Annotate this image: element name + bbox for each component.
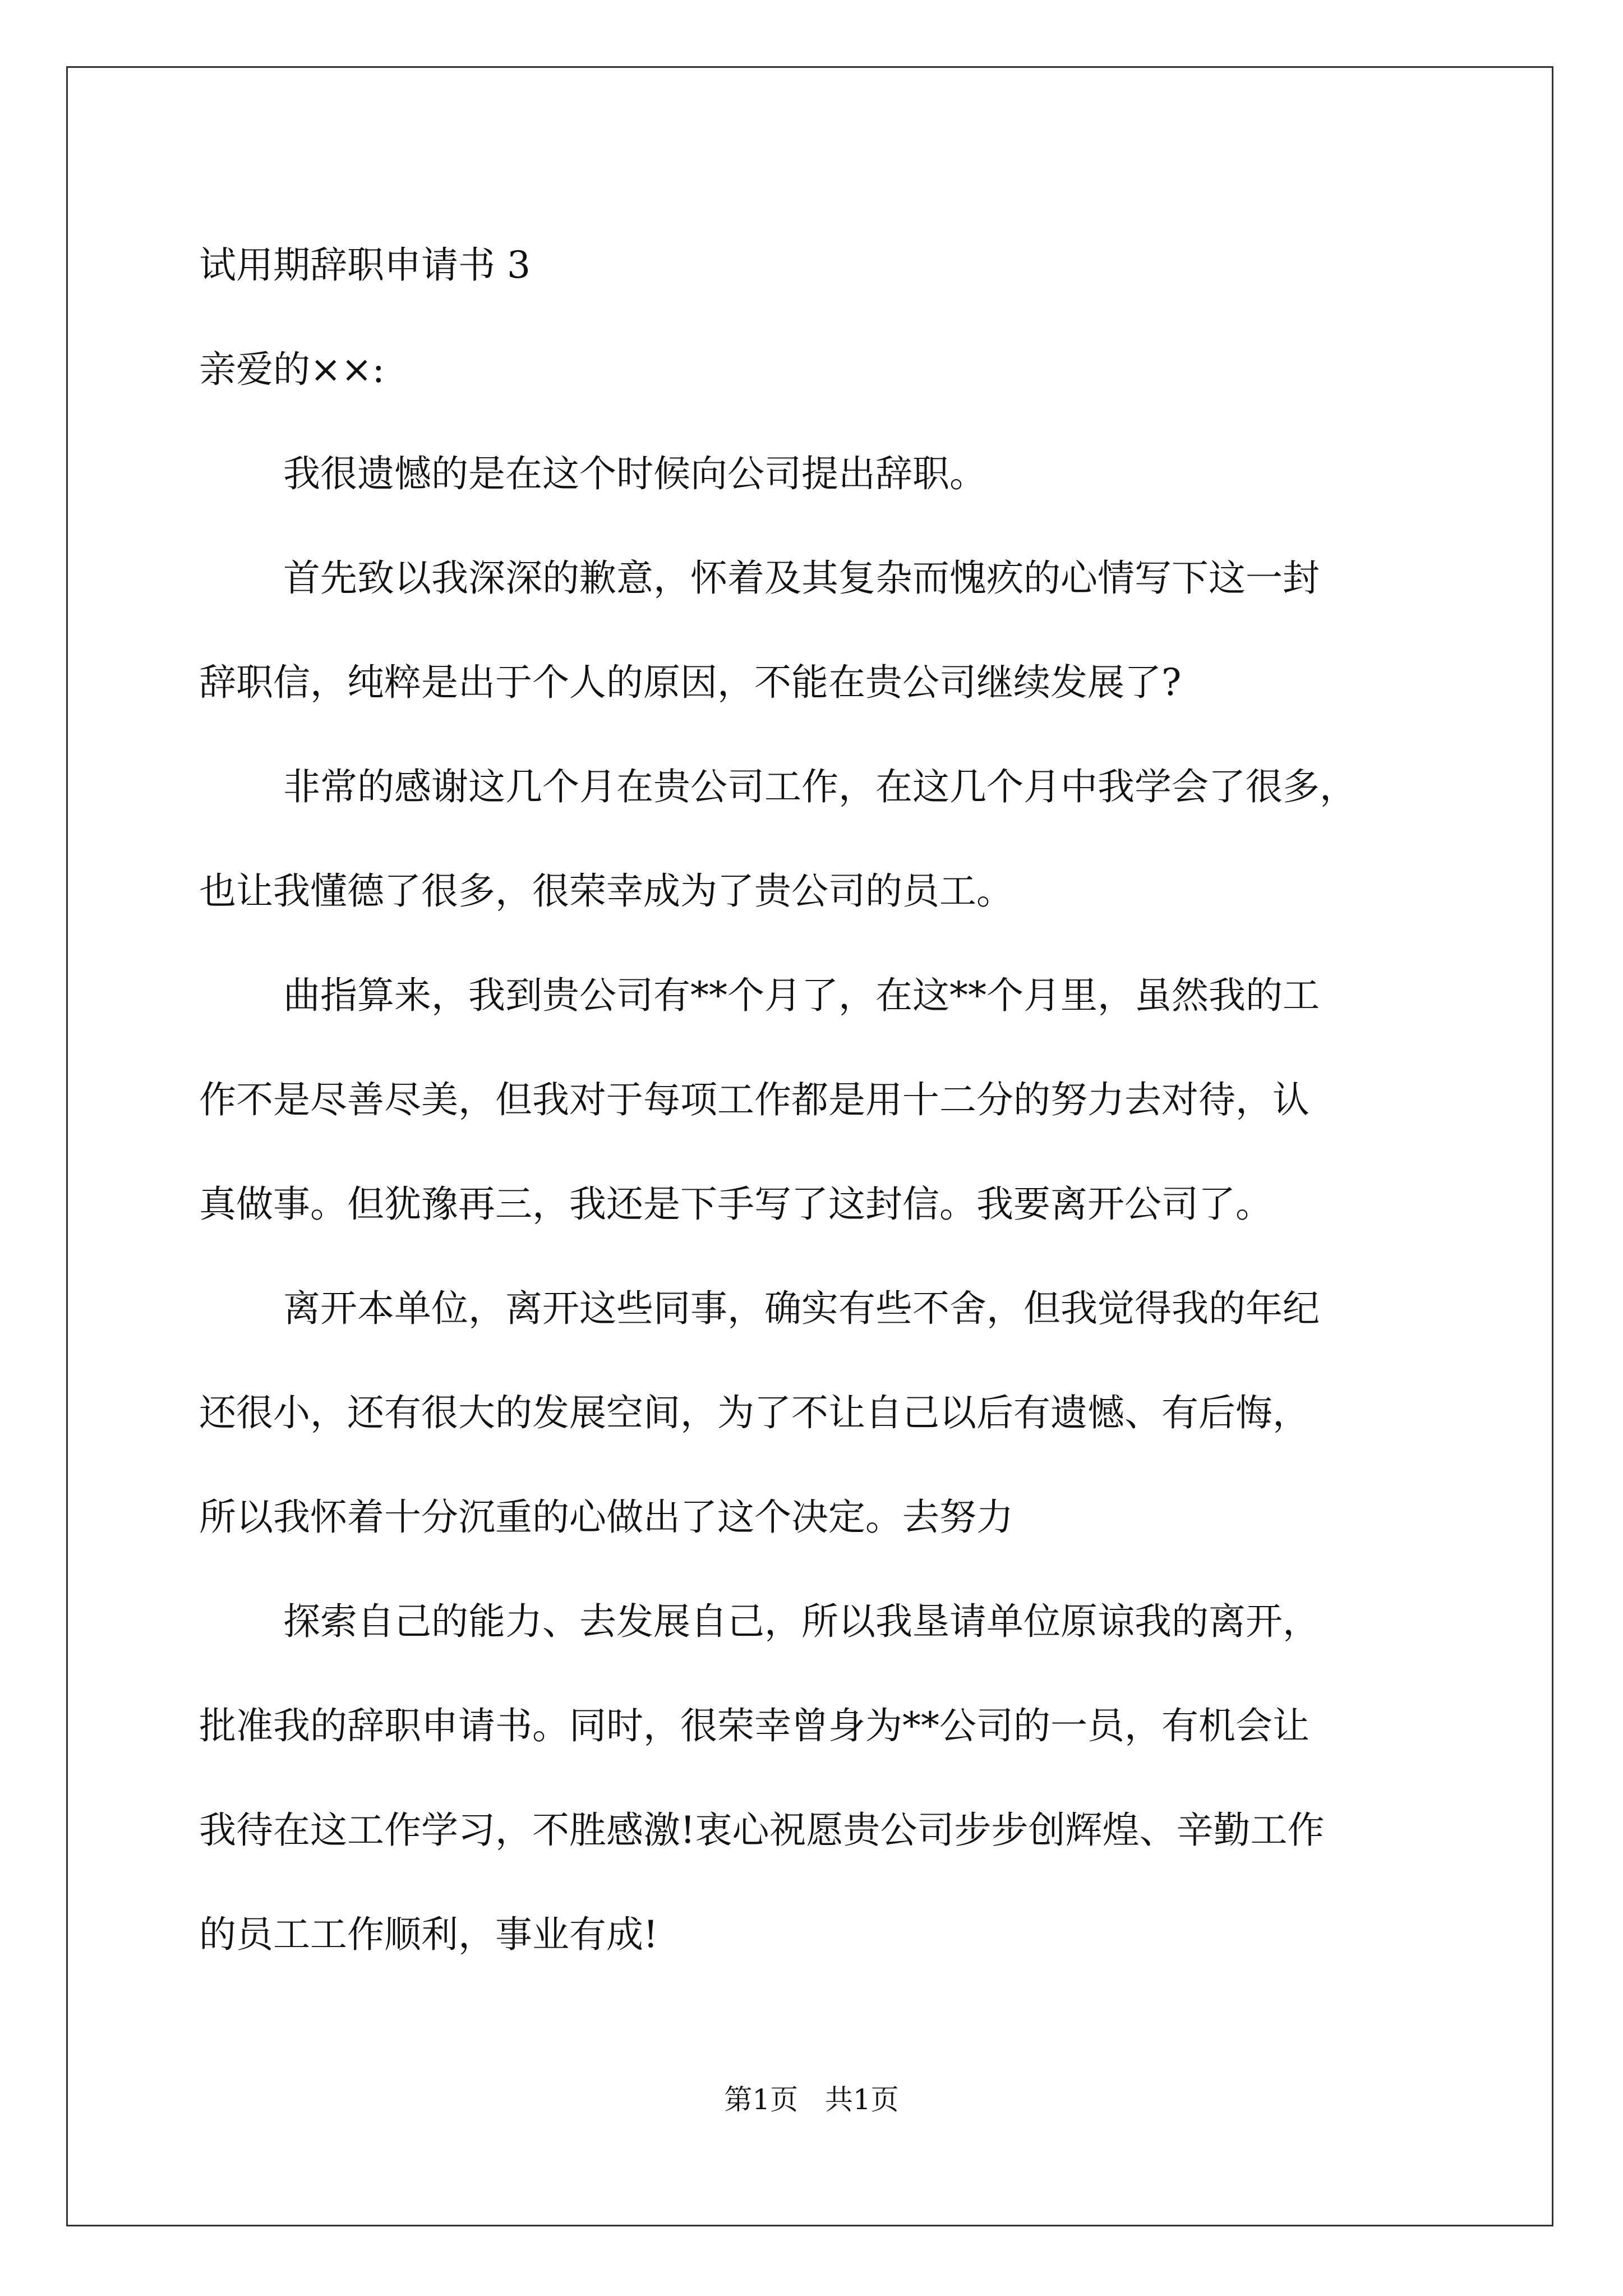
body-line: 我很遗憾的是在这个时候向公司提出辞职。 [283, 452, 986, 495]
body-line: 非常的感谢这几个月在贵公司工作，在这几个月中我学会了很多， [283, 765, 1357, 808]
salutation: 亲爱的××: [199, 348, 385, 391]
page-number: 第1页 共1页 [724, 2083, 899, 2116]
body-line: 真做事。但犹豫再三，我还是下手写了这封信。我要离开公司了。 [199, 1182, 1272, 1226]
body-line: 我待在这工作学习，不胜感激!衷心祝愿贵公司步步创辉煌、辛勤工作 [199, 1809, 1325, 1852]
document-body [199, 213, 1461, 1987]
body-line: 批准我的辞职申请书。同时，很荣幸曾身为**公司的一员，有机会让 [199, 1704, 1310, 1747]
body-line: 曲指算来，我到贵公司有**个月了，在这**个月里，虽然我的工 [283, 974, 1320, 1017]
body-line: 的员工工作顺利，事业有成! [199, 1913, 658, 1956]
body-line: 所以我怀着十分沉重的心做出了这个决定。去努力 [199, 1496, 1013, 1539]
body-line: 辞职信，纯粹是出于个人的原因，不能在贵公司继续发展了? [199, 661, 1182, 704]
body-line: 探索自己的能力、去发展自己，所以我垦请单位原谅我的离开， [283, 1600, 1320, 1643]
document-title: 试用期辞职申请书 3 [199, 243, 531, 287]
body-line: 作不是尽善尽美，但我对于每项工作都是用十二分的努力去对待，认 [199, 1078, 1310, 1121]
page-footer [0, 2080, 1623, 2119]
body-line: 还很小，还有很大的发展空间，为了不让自己以后有遗憾、有后悔， [199, 1391, 1310, 1434]
body-line: 离开本单位，离开这些同事，确实有些不舍，但我觉得我的年纪 [283, 1287, 1320, 1330]
body-line: 也让我懂德了很多，很荣幸成为了贵公司的员工。 [199, 869, 1013, 913]
body-line: 首先致以我深深的歉意，怀着及其复杂而愧疚的心情写下这一封 [283, 556, 1320, 600]
